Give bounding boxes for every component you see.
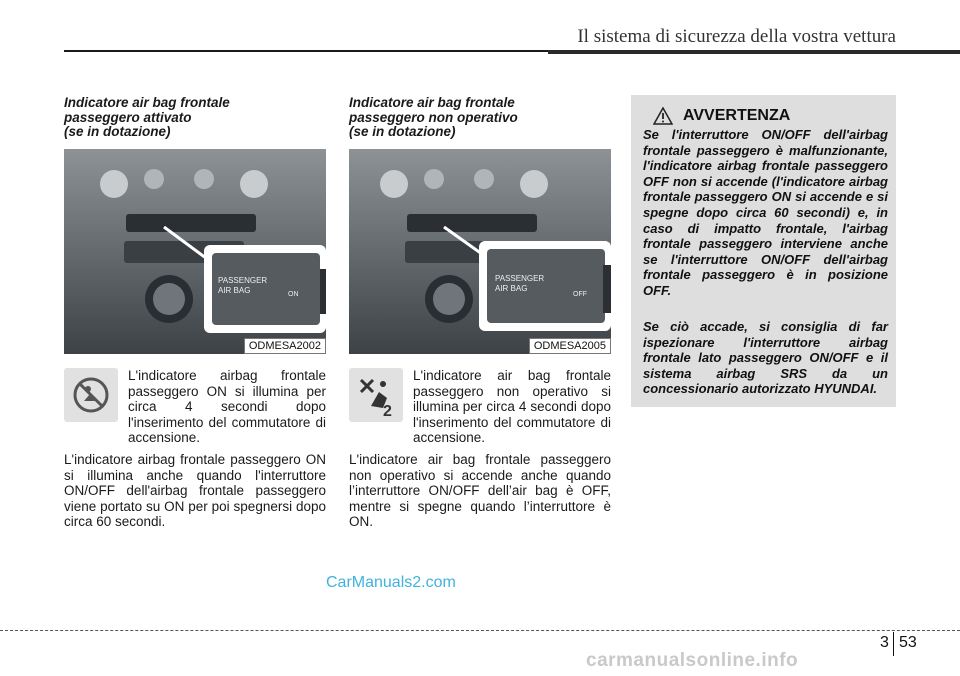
body-paragraph: L'indicatore air bag frontale passeggero non operativo si accende anche quando l’interruttore ON/OFF dell’air bag è OFF, mentre si spegne quando l’interruttore è ON. [349, 452, 611, 529]
indicator-description: L'indicatore air bag frontale passeggero non operativo si illumina per circa 4 secondi dopo l'inserimento del commutatore di accensione. [413, 368, 611, 445]
dashboard-illustration [349, 149, 611, 354]
middle-column [349, 95, 611, 529]
panel-label: PASSENGER AIR BAG [218, 276, 268, 295]
panel-state: OFF [573, 291, 587, 298]
page-number-value: 53 [899, 634, 917, 651]
warning-triangle-icon [653, 107, 673, 125]
header-bar [548, 50, 960, 54]
body-paragraph: L'indicatore airbag frontale passeggero ON si illumina anche quando l'interruttore ON/OFF dell'airbag frontale passeggero viene portato su ON per poi spegnersi dopo circa 60 secondi. [64, 452, 326, 529]
warning-paragraph: Se ciò accade, si consiglia di far ispezionare l'interruttore airbag frontale lato passeggero ON/OFF e il sistema airbag SRS da un concessionario autorizzato HYUNDAI. [643, 319, 888, 397]
chapter-number: 3 [880, 634, 889, 651]
dashboard-photo [349, 149, 611, 354]
section-caption: Indicatore air bag frontale passeggero non operativo (se in dotazione) [349, 95, 518, 139]
dashboard-photo [64, 149, 326, 354]
footer-rule [0, 630, 960, 631]
warning-title: AVVERTENZA [683, 107, 791, 124]
warning-box [631, 95, 896, 407]
page-number-divider [893, 632, 894, 656]
indicator-description: L'indicatore airbag frontale passeggero ON si illumina per circa 4 secondi dopo l'inserimento del commutatore di accensione. [128, 368, 326, 445]
airbag-passenger-on-icon [64, 368, 118, 422]
image-code: ODMESA2002 [244, 338, 326, 354]
panel-label: PASSENGER AIR BAG [495, 274, 545, 293]
warning-paragraph: Se l'interruttore ON/OFF dell'airbag frontale passeggero è malfunzionante, l'indicatore airbag frontale passeggero OFF non si accende (l'indicatore airbag frontale passeggero ON si accende e si spegne dopo circa 60 secondi) e, in caso di impatto frontale, l'airbag frontale passeggero interviene anche se l'interruttore ON/OFF dell'airbag frontale passeggero è in posizione OFF. [643, 127, 888, 298]
section-caption: Indicatore air bag frontale passeggero attivato (se in dotazione) [64, 95, 230, 139]
left-column [64, 95, 326, 529]
image-code: ODMESA2005 [529, 338, 611, 354]
dashboard-illustration [64, 149, 326, 354]
footer-watermark[interactable]: carmanualsonline.info [586, 650, 799, 671]
panel-state: ON [288, 291, 299, 298]
svg-text:2: 2 [383, 403, 392, 420]
watermark-link[interactable]: CarManuals2.com [326, 574, 456, 591]
chapter-title: Il sistema di sicurezza della vostra vettura [577, 26, 896, 47]
airbag-passenger-off-icon [349, 368, 403, 422]
